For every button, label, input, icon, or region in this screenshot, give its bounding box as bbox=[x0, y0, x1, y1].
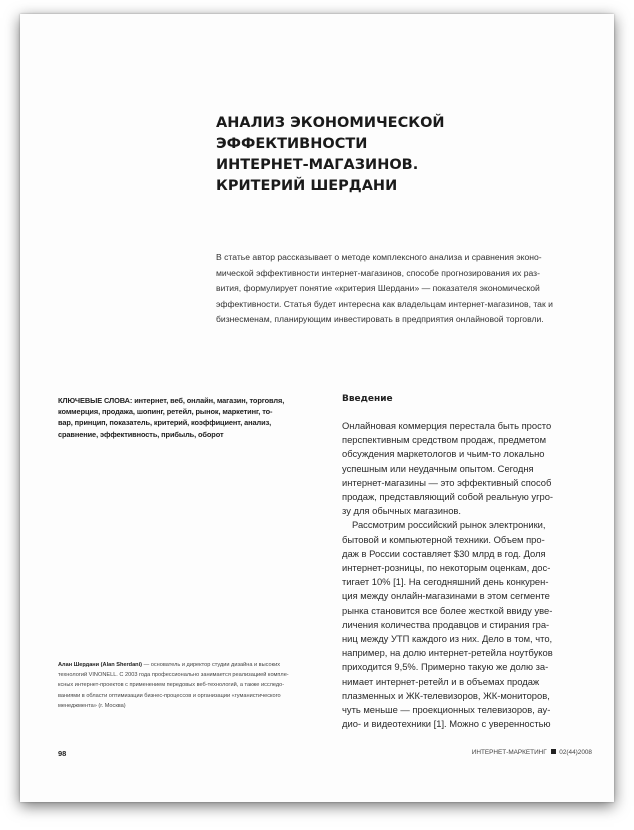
keywords-line: сравнение, эффективность, прибыль, оборот bbox=[58, 429, 224, 439]
lead-line: мической эффективности интернет-магазинов, способе прогнозирования их раз- bbox=[216, 267, 540, 278]
body-line: чуть меньше — проекционных телевизоров, ау- bbox=[342, 704, 551, 716]
body-line: продаж, представляющий собой реальную угро- bbox=[342, 491, 554, 503]
author-text: — основатель и директор студии дизайна и высоких bbox=[142, 662, 281, 668]
keywords-line: коммерция, продажа, шопинг, ретейл, рынок, маркетинг, то- bbox=[58, 407, 273, 417]
keywords-text: интернет, веб, онлайн, магазин, торговля, bbox=[132, 396, 285, 405]
issue-number: 02(44)2008 bbox=[559, 749, 592, 756]
magazine-name: ИНТЕРНЕТ-МАРКЕТИНГ bbox=[471, 749, 547, 756]
author-line: ваниями в области оптимизации бизнес-процессов и организации «гуманистического bbox=[58, 692, 281, 699]
title-line: КРИТЕРИЙ ШЕРДАНИ bbox=[216, 178, 398, 194]
author-line: технологий VINONELL. С 2003 года профессионально занимается реализацией компле- bbox=[58, 672, 289, 679]
lead-line: вития, формулирует понятие «критерия Шердани» — показателя экономической bbox=[216, 283, 540, 293]
body-line: интернет-розницы, по некоторым оценкам, дос- bbox=[342, 562, 551, 574]
author-line: менеджмента» (г. Москва) bbox=[58, 702, 126, 709]
title-line: АНАЛИЗ ЭКОНОМИЧЕСКОЙ ЭФФЕКТИВНОСТИ bbox=[216, 115, 445, 152]
body-line: ция между онлайн-магазинами в этом сегменте bbox=[342, 590, 550, 602]
body-line: даж в России составляет $30 млрд в год. Доля bbox=[342, 547, 546, 559]
body-line: тигает 10% [1]. На сегодняшний день конкурен- bbox=[342, 576, 549, 588]
body-line: личения количества продавцов и стирания гра- bbox=[342, 618, 550, 630]
lead-line: эффективности. Статья будет интересна как владельцам интернет-магазинов, так и bbox=[216, 298, 553, 309]
author-bio bbox=[58, 660, 320, 711]
article-title bbox=[216, 113, 596, 197]
square-bullet-icon bbox=[551, 749, 556, 754]
body-line: рынка становится все более жесткой ввиду уве- bbox=[342, 604, 553, 616]
article-lead bbox=[216, 250, 584, 328]
body-line: зу для обычных магазинов. bbox=[342, 505, 462, 517]
body-line: ниц между УТП каждого из них. Дело в том, что, bbox=[342, 633, 553, 645]
section-heading: Введение bbox=[342, 394, 393, 404]
keywords-label: КЛЮЧЕВЫЕ СЛОВА: bbox=[58, 396, 133, 405]
magazine-page bbox=[20, 14, 614, 802]
page-number: 98 bbox=[58, 749, 67, 758]
body-line: дио- и видеотехники [1]. Можно с уверенностью bbox=[342, 718, 551, 730]
body-line: интернет-магазины — это эффективный способ bbox=[342, 476, 552, 488]
lead-line: бизнесменам, планирующим инвестировать в предприятия онлайновой торговли. bbox=[216, 314, 544, 324]
body-line: Рассмотрим российский рынок электроники, bbox=[352, 519, 546, 531]
author-line: ксных интернет-проектов с применением передовых веб-технологий, а также исследо- bbox=[58, 682, 285, 689]
article-body bbox=[342, 419, 594, 731]
body-line: Онлайновая коммерция перестала быть просто bbox=[342, 420, 552, 431]
author-line bbox=[58, 660, 320, 670]
body-line: обсуждения маркетологов и чьим-то локально bbox=[342, 448, 545, 460]
body-line: успешным или неудачным опытом. Сегодня bbox=[342, 462, 534, 474]
body-line: плазменных и ЖК-телевизоров, ЖК-мониторов, bbox=[342, 689, 550, 701]
body-line: приходится 9,5%. Примерно такую же долю за- bbox=[342, 661, 549, 673]
keywords-line: вар, принцип, показатель, критерий, коэффициент, анализ, bbox=[58, 418, 272, 428]
body-line: например, на долю интернет-ретейла ноутбуков bbox=[342, 647, 553, 659]
keywords-line bbox=[58, 395, 328, 406]
title-line: ИНТЕРНЕТ-МАГАЗИНОВ. bbox=[216, 157, 419, 173]
author-name: Алан Шердани (Alan Sherdani) bbox=[58, 662, 143, 668]
body-line: перспективным средством продаж, предметом bbox=[342, 434, 547, 446]
lead-line: В статье автор рассказывает о методе комплексного анализа и сравнения эконо- bbox=[216, 252, 542, 262]
magazine-footer bbox=[472, 749, 592, 756]
keywords-block bbox=[58, 395, 328, 440]
body-line: бытовой и компьютерной техники. Объем про- bbox=[342, 533, 545, 545]
body-line: нимает интернет-ретейл и в объемах продаж bbox=[342, 675, 540, 687]
